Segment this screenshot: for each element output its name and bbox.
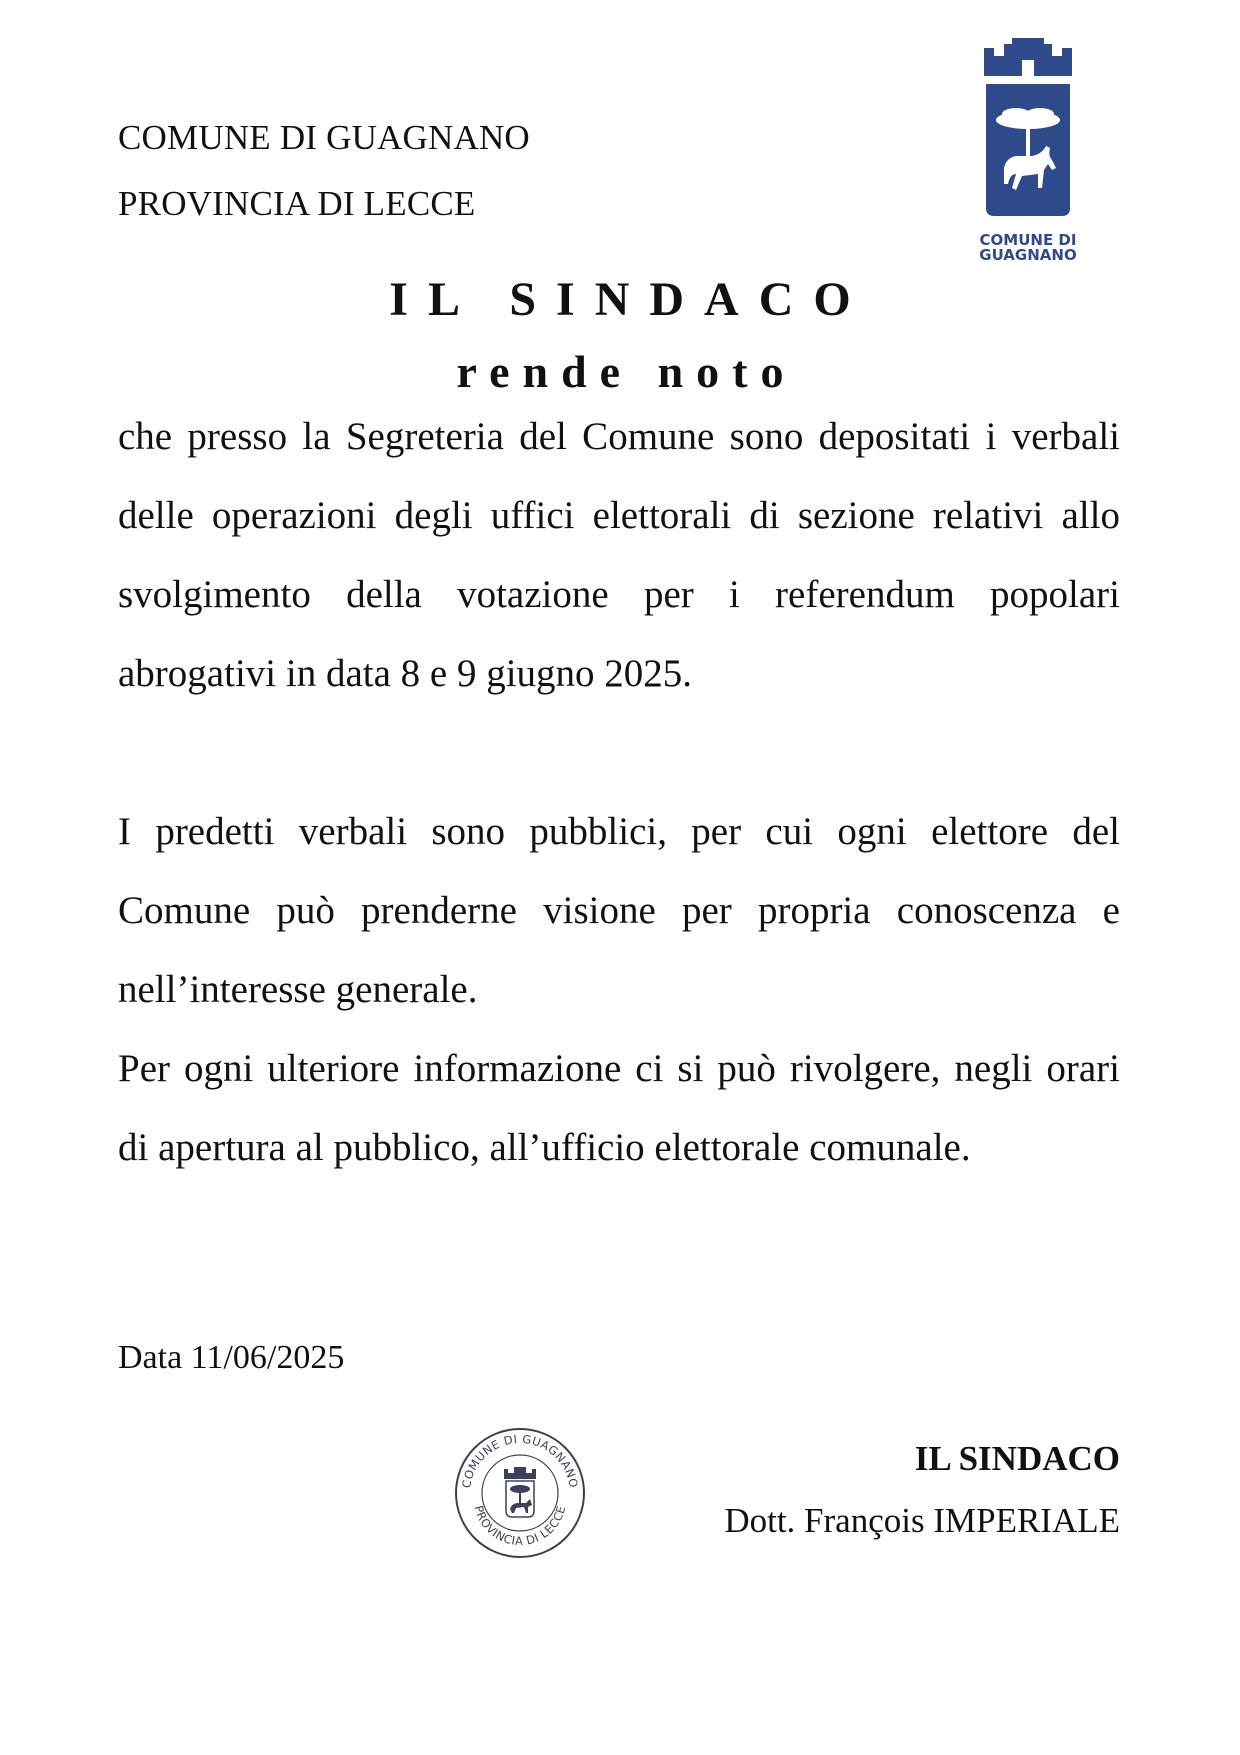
stamp-bottom-text: PROVINCIA DI LECCE xyxy=(471,1504,569,1549)
comune-guagnano-crest-icon xyxy=(976,38,1080,262)
stamp-top-text: COMUNE DI GUAGNANO xyxy=(459,1431,581,1490)
document-title: IL SINDACO xyxy=(389,273,871,326)
logo-text-line1: COMUNE DI xyxy=(979,231,1077,249)
body-paragraph-1 xyxy=(118,397,1120,713)
signature-title: IL SINDACO xyxy=(914,1439,1120,1478)
signature-name: Dott. François IMPERIALE xyxy=(724,1501,1120,1540)
paragraph-text: Per ogni ulteriore informazione ci si può rivolgere, negli orari di apertura al pubblico, all’ufficio elettorale comunale. xyxy=(118,1047,1120,1169)
paragraph-text: I predetti verbali sono pubblici, per cui ogni elettore del Comune può prenderne visione per propria conoscenza e nell’interesse generale. xyxy=(118,810,1120,1011)
body-paragraph-2 xyxy=(118,792,1120,1029)
body-paragraph-3 xyxy=(118,1029,1120,1187)
logo-text-line2: GUAGNANO xyxy=(979,246,1077,262)
municipal-stamp-icon xyxy=(452,1425,588,1561)
document-subtitle: rende noto xyxy=(456,346,797,397)
document-date: Data 11/06/2025 xyxy=(118,1339,345,1376)
comune-name: COMUNE DI GUAGNANO xyxy=(118,118,530,157)
provincia-name: PROVINCIA DI LECCE xyxy=(118,184,476,223)
paragraph-text: che presso la Segreteria del Comune sono depositati i verbali delle operazioni degli uffici elettorali di sezione relativi allo svolgimento della votazione per i referendum popolari abrogativi in data 8 e 9 giugno 2025. xyxy=(118,415,1120,695)
